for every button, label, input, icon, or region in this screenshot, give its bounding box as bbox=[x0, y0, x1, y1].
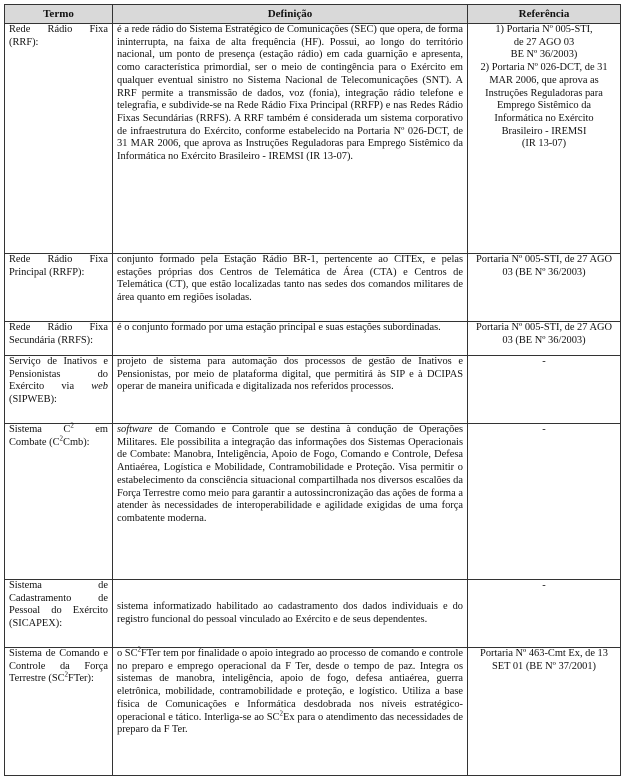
header-referencia: Referência bbox=[468, 5, 621, 24]
reference-cell: - bbox=[468, 580, 621, 648]
table-header-row bbox=[5, 5, 621, 24]
definition-superscript: 2 bbox=[279, 709, 283, 718]
reference-cell bbox=[468, 24, 621, 254]
term-cell bbox=[5, 356, 113, 424]
reference-cell: - bbox=[468, 356, 621, 424]
reference-line: 2) Portaria Nº 026-DCT, de 31 bbox=[480, 62, 608, 74]
reference-line: BE Nº 36/2003) bbox=[510, 49, 578, 61]
reference-cell: Portaria Nº 005-STI, de 27 AGO 03 (BE Nº 36/2003) bbox=[468, 254, 621, 322]
term-text-mid: em Combate (C bbox=[9, 424, 109, 448]
definition-cell: conjunto formado pela Estação Rádio BR-1, pertencente ao CITEx, e pelas estações próprias dos Centros de Telemática de Área (CTA) e Centros de Telemática (CT), que estão localizadas tanto nas sedes dos comandos militares de área quanto em regiões isoladas. bbox=[113, 254, 468, 322]
term-text: Sistema de Comando e Controle da Força Terrestre (SC bbox=[9, 648, 108, 685]
term-superscript: 2 bbox=[64, 670, 69, 679]
header-definicao: Definição bbox=[113, 5, 468, 24]
term-text-suffix: Cmb): bbox=[63, 436, 90, 448]
term-text-suffix: (SIPWEB): bbox=[9, 394, 57, 406]
definition-cell bbox=[113, 424, 468, 580]
table-row bbox=[5, 322, 621, 356]
term-text: Serviço de Inativos e Pensionistas do Exército via bbox=[9, 356, 108, 393]
term-text: Sistema C bbox=[9, 424, 71, 435]
reference-line: 1) Portaria Nº 005-STI, bbox=[495, 24, 593, 35]
table-row bbox=[5, 424, 621, 580]
definition-text-prefix: o SC bbox=[117, 648, 138, 659]
reference-cell: Portaria Nº 463-Cmt Ex, de 13 SET 01 (BE Nº 37/2001) bbox=[468, 648, 621, 776]
reference-line: Instruções Reguladoras para bbox=[485, 87, 603, 99]
term-cell: Sistema de Cadastramento de Pessoal do Exército (SICAPEX): bbox=[5, 580, 113, 648]
reference-line: Informática no Exército bbox=[494, 112, 594, 124]
reference-line: (IR 13-07) bbox=[521, 138, 567, 150]
definition-cell: é o conjunto formado por uma estação principal e suas estações subordinadas. bbox=[113, 322, 468, 356]
definition-text: FTer tem por finalidade o apoio integrado ao processo de comando e controle no preparo e emprego operacional da F Ter, desde o tempo de paz. Integra os sistemas de manobra, inteligência, apoio de fogo, defesa antiaérea, guerra eletrônica, mobilidade, contramobilidade e proteção, e logístico. Utiliza a base física de Comunicações e Informática desdobrada nos níveis estratégico-operacional e tático. Interliga-se ao SC bbox=[117, 648, 463, 723]
definition-text: de Comando e Controle que se destina à condução de Operações Militares. Ele possibilita a integração das informações dos Sistemas Operacionais de Combate: Manobra, Inteligência, Apoio de Fogo, Comando e Controle, Defesa Antiaérea, Logística e Mobilidade, Contramobilidade e Proteção. Visa permitir o estabelecimento da consciência situacional compartilhada nos diversos escalões da Força Terrestre como meio para garantir a autossincronização das ações de forma a atender às necessidades de interoperabilidade e agilidade exigidas de uma força combatente moderna. bbox=[117, 424, 463, 524]
term-superscript: 2 bbox=[59, 434, 64, 443]
table-row bbox=[5, 254, 621, 322]
term-cell bbox=[5, 648, 113, 776]
table-row bbox=[5, 24, 621, 254]
reference-cell: Portaria Nº 005-STI, de 27 AGO 03 (BE Nº 36/2003) bbox=[468, 322, 621, 356]
term-superscript: 2 bbox=[70, 421, 74, 430]
term-cell: Rede Rádio Fixa Secundária (RRFS): bbox=[5, 322, 113, 356]
reference-cell: - bbox=[468, 424, 621, 580]
table-row bbox=[5, 356, 621, 424]
term-cell: Rede Rádio Fixa (RRF): bbox=[5, 24, 113, 254]
term-text-suffix: FTer): bbox=[68, 673, 94, 685]
definition-cell: projeto de sistema para automação dos processos de gestão de Inativos e Pensionistas, por meio de plataforma digital, que permitirá às SIP e à DCIPAS operar de maneira unificada e digitalizada nos referidos processos. bbox=[113, 356, 468, 424]
glossary-table bbox=[4, 4, 621, 776]
definition-italic: software bbox=[117, 424, 153, 435]
term-italic: web bbox=[91, 381, 108, 393]
definition-text-suffix: Ex para o atendimento das necessidades de preparo da F Ter. bbox=[117, 711, 463, 736]
header-termo: Termo bbox=[5, 5, 113, 24]
definition-cell bbox=[113, 645, 468, 776]
term-cell bbox=[5, 421, 113, 580]
reference-line: Emprego Sistêmico da bbox=[496, 100, 592, 112]
definition-cell: sistema informatizado habilitado ao cadastramento dos dados individuais e do registro funcional do pessoal vinculado ao Exército e de seus dependentes. bbox=[113, 580, 468, 648]
reference-line: de 27 AGO 03 bbox=[513, 36, 575, 48]
term-cell: Rede Rádio Fixa Principal (RRFP): bbox=[5, 254, 113, 322]
definition-superscript: 2 bbox=[137, 645, 142, 654]
reference-line: MAR 2006, que aprova as bbox=[489, 74, 599, 86]
reference-line: Brasileiro - IREMSI bbox=[501, 125, 587, 137]
definition-cell: é a rede rádio do Sistema Estratégico de Comunicações (SEC) que opera, de forma ininterrupta, na faixa de alta frequência (HF). Possui, ao longo do território nacional, um ponto de presença (estação rádio) em cada guarnição e apresenta, como característica primordial, ser o meio de contingência para o Exército em qualquer eventual sinistro no Sistema Nacional de Telecomunicações (SNT). A RRF permite a transmissão de dados, voz (fonia), integração rádio telefone e telegrafia, e subdivide-se na Rede Rádio Fixa Principal (RRFP) e nas Redes Rádio Fixas Secundárias (RRFS). A RRF também é considerada um sistema corporativo de infraestrutura do Exército, conforme estabelecido na Portaria Nº 026-DCT, de 31 MAR 2006, que aprova as Instruções Reguladoras para Emprego Sistêmico da Informática no Exército Brasileiro - IREMSI (IR 13-07). bbox=[113, 24, 468, 254]
table-row bbox=[5, 580, 621, 648]
table-row bbox=[5, 648, 621, 776]
